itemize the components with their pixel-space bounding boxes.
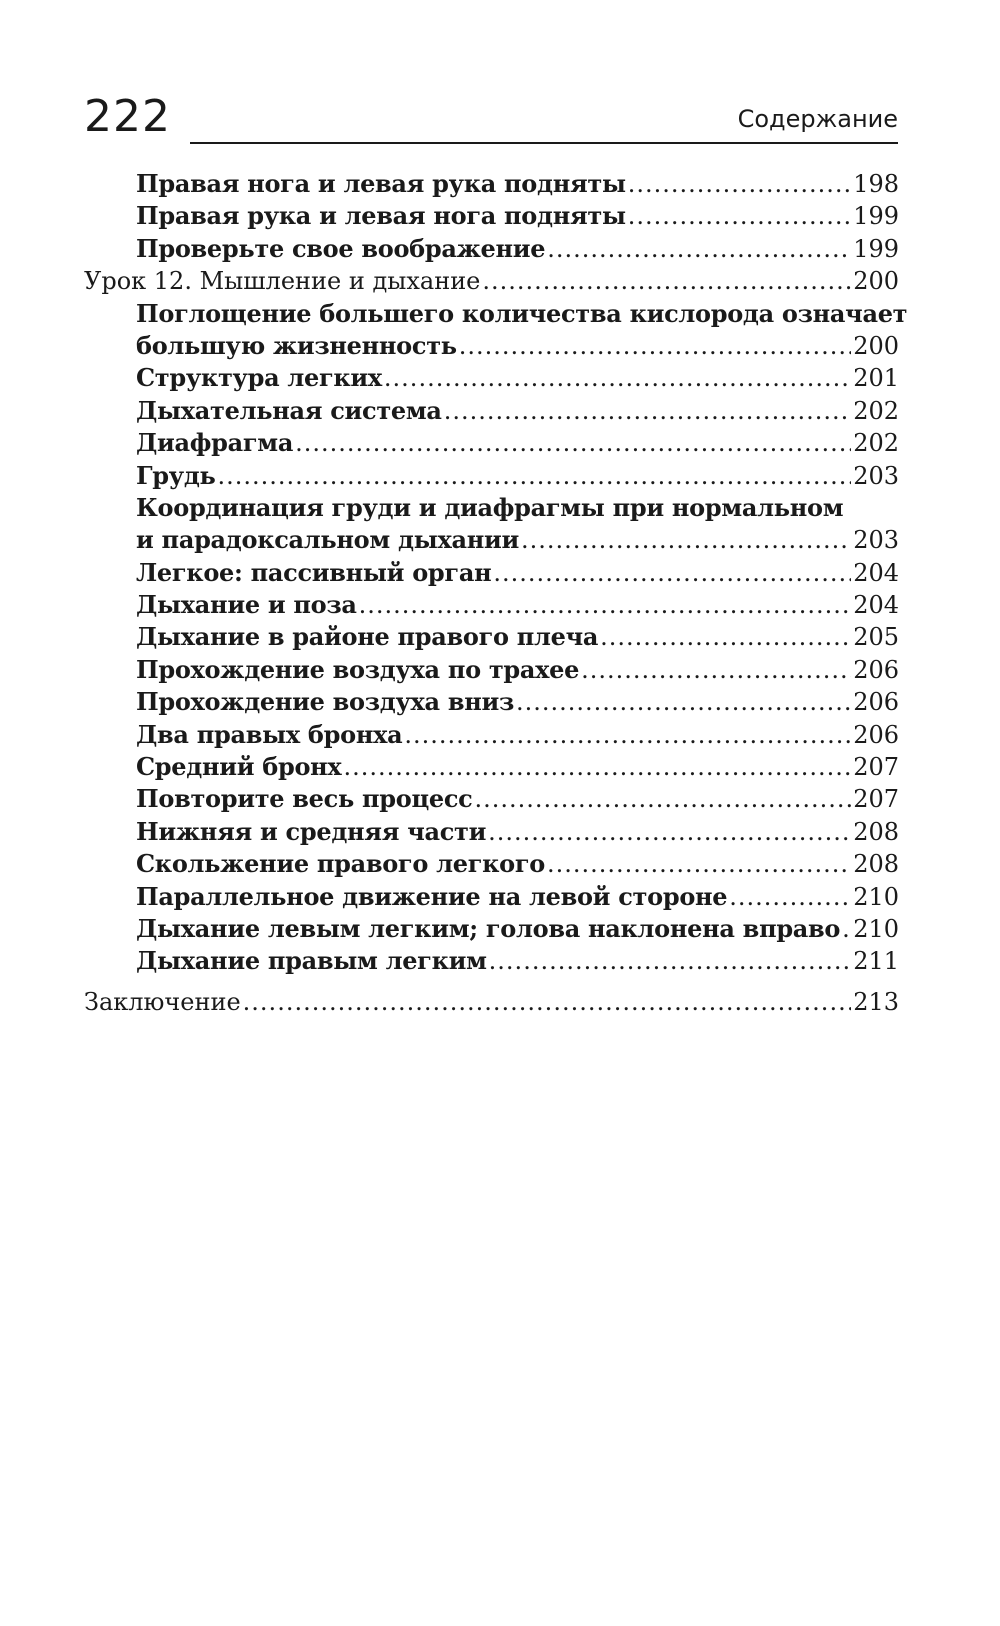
dot-leader [521, 524, 851, 556]
dot-leader [516, 686, 851, 718]
toc-entry [84, 233, 899, 265]
toc-entry-page-number: 199 [853, 234, 899, 263]
dot-leader [729, 881, 851, 913]
dot-leader [459, 330, 851, 362]
toc-entry-title: Заключение [84, 987, 241, 1016]
toc-entry-title: большую жизненность [136, 330, 457, 360]
toc-entry-title: Два правых бронха [136, 719, 403, 749]
dot-leader [547, 233, 851, 265]
toc-entry [84, 589, 899, 621]
toc-entry-line [136, 945, 899, 977]
dot-leader [842, 913, 851, 945]
toc-entry-title: Структура легких [136, 363, 382, 393]
toc-entry-title: Правая рука и левая нога подняты [136, 201, 626, 231]
toc-entry [84, 362, 899, 394]
toc-entry-title: Скольжение правого легкого [136, 849, 545, 879]
toc-entry [84, 654, 899, 686]
toc-entry-title: Урок 12. Мышление и дыхание [84, 267, 481, 296]
toc-entry [84, 719, 899, 751]
toc-entry-line [136, 589, 899, 621]
toc-entry-title: Дыхание и поза [136, 590, 357, 620]
dot-leader [547, 848, 851, 880]
toc-entry-line [136, 460, 899, 492]
toc-entry [84, 557, 899, 589]
toc-entry [84, 200, 899, 232]
toc-entry-page-number: 204 [853, 558, 899, 587]
toc-entry [84, 986, 899, 1018]
dot-leader [482, 265, 851, 297]
toc-entry-page-number: 200 [853, 331, 899, 360]
toc-entry-page-number: 204 [853, 591, 899, 620]
toc-entry [84, 783, 899, 815]
toc-entry [84, 298, 908, 363]
toc-entry [84, 427, 899, 459]
toc-entry-page-number: 210 [853, 914, 899, 943]
toc-entry-title: Параллельное движение на левой стороне [136, 881, 728, 911]
toc-entry [84, 881, 899, 913]
toc-entry-page-number: 200 [853, 267, 899, 296]
toc-entry-line [136, 621, 899, 653]
toc-entry-title: Диафрагма [136, 428, 294, 458]
toc-entry-line [136, 330, 899, 362]
toc-entry-title: Легкое: пассивный орган [136, 557, 492, 587]
toc-entry-line [136, 816, 899, 848]
toc-entry [84, 395, 899, 427]
dot-leader [628, 200, 851, 232]
toc-entry-title: Средний бронх [136, 752, 342, 782]
toc-entry-page-number: 201 [853, 364, 899, 393]
toc-entry [84, 945, 899, 977]
header-rule [190, 142, 898, 144]
toc-entry-line [136, 557, 899, 589]
toc-entry-page-number: 208 [853, 850, 899, 879]
toc-entry-page-number: 206 [853, 655, 899, 684]
toc-entry-line [136, 913, 899, 945]
toc-entry-page-number: 198 [853, 170, 899, 198]
toc-entry-page-number: 203 [853, 526, 899, 555]
toc-entry-line [136, 362, 899, 394]
toc-entry [84, 492, 899, 557]
toc-entry-line [136, 719, 899, 751]
toc-entry-title: Прохождение воздуха по трахее [136, 654, 580, 684]
toc-entry [84, 816, 899, 848]
dot-leader [243, 986, 852, 1018]
toc-entry-title: Дыхательная система [136, 395, 442, 425]
page-number: 222 [84, 91, 171, 142]
toc-entry-line [84, 986, 899, 1018]
toc-entry [84, 686, 899, 718]
toc-entry-title: Грудь [136, 460, 216, 490]
toc-entry-title: и парадоксальном дыхании [136, 525, 519, 555]
toc-entry [84, 848, 899, 880]
toc-entry-page-number: 206 [853, 688, 899, 717]
toc-entry-title: Дыхание правым легким [136, 946, 487, 976]
dot-leader [600, 621, 851, 653]
toc-entry-title: Нижняя и средняя части [136, 816, 487, 846]
toc-entry-line [136, 524, 899, 556]
toc-entry-title: Дыхание левым легким; голова наклонена вправо [136, 913, 841, 943]
toc-entry [84, 751, 899, 783]
toc-entry-line [136, 654, 899, 686]
toc-entry-page-number: 208 [853, 817, 899, 846]
dot-leader [384, 362, 851, 394]
toc-entry-title: Проверьте свое воображение [136, 233, 546, 263]
toc-entry-line [136, 168, 899, 200]
dot-leader [295, 427, 851, 459]
dot-leader [628, 168, 851, 200]
dot-leader [359, 589, 852, 621]
toc-entry [84, 460, 899, 492]
toc-entry-line [136, 200, 899, 232]
dot-leader [343, 751, 851, 783]
dot-leader [581, 654, 851, 686]
running-title: Содержание [737, 105, 898, 133]
toc-entry-page-number: 205 [853, 623, 899, 652]
dot-leader [493, 557, 851, 589]
toc-entry-line [84, 265, 899, 297]
toc-entry-page-number: 211 [853, 947, 899, 976]
toc-entry-page-number: 210 [853, 882, 899, 911]
dot-leader [444, 395, 852, 427]
toc-entry-page-number: 213 [853, 987, 899, 1016]
toc-entry [84, 265, 899, 297]
toc-entry-page-number: 207 [853, 785, 899, 814]
toc-entry-page-number: 199 [853, 202, 899, 231]
toc-entry-title-part: Поглощение большего количества кислорода означает [136, 298, 908, 328]
toc-entry-line [136, 233, 899, 265]
toc-entry-page-number: 202 [853, 429, 899, 458]
toc-entry-title: Прохождение воздуха вниз [136, 687, 514, 717]
toc-entry-title: Дыхание в районе правого плеча [136, 622, 599, 652]
table-of-contents [84, 168, 908, 1018]
dot-leader [488, 816, 851, 848]
toc-entry-line [136, 395, 899, 427]
toc-entry-line [136, 881, 899, 913]
toc-entry-line [136, 298, 908, 330]
toc-entry-line [136, 492, 899, 524]
dot-leader [218, 460, 852, 492]
toc-entry-title-part: Координация груди и диафрагмы при нормальном [136, 492, 844, 522]
toc-entry-line [136, 783, 899, 815]
toc-entry-line [136, 686, 899, 718]
toc-entry-page-number: 203 [853, 461, 899, 490]
toc-entry-line [136, 427, 899, 459]
toc-entry-line [136, 751, 899, 783]
toc-entry [84, 168, 899, 200]
toc-entry-title: Правая нога и левая рука подняты [136, 169, 626, 198]
dot-leader [404, 719, 851, 751]
toc-entry [84, 913, 899, 945]
toc-entry [84, 621, 899, 653]
dot-leader [489, 945, 852, 977]
toc-entry-title: Повторите весь процесс [136, 784, 473, 814]
toc-entry-page-number: 202 [853, 396, 899, 425]
toc-entry-line [136, 848, 899, 880]
toc-entry-page-number: 206 [853, 720, 899, 749]
toc-entry-page-number: 207 [853, 753, 899, 782]
dot-leader [475, 783, 852, 815]
